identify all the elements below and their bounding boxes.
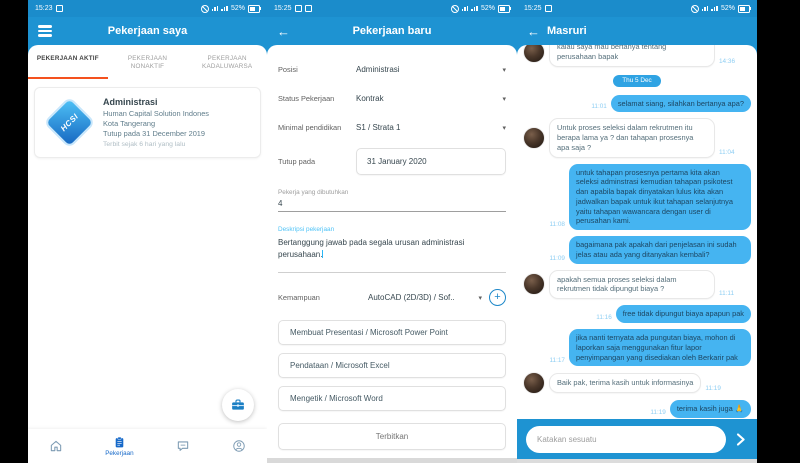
chat-screen — [517, 0, 757, 463]
chevron-down-icon: ▾ — [502, 66, 506, 74]
chat-input-bar — [517, 419, 757, 459]
add-job-fab[interactable] — [222, 389, 254, 421]
signal-icon — [212, 6, 219, 12]
message-outgoing — [523, 164, 751, 231]
field-label: Deskripsi pekerjaan — [278, 226, 335, 233]
app-bar — [28, 17, 267, 45]
message-time: 11:09 — [549, 254, 565, 262]
battery-icon — [498, 5, 510, 13]
avatar — [523, 372, 545, 394]
page-title: Pekerjaan saya — [107, 25, 188, 37]
field-label: Tutup pada — [278, 157, 316, 166]
status-bar — [517, 0, 757, 17]
job-tabs — [28, 45, 267, 79]
status-bar — [267, 0, 517, 17]
field-tutup-pada — [267, 148, 517, 175]
field-label: Kemampuan — [278, 293, 320, 303]
message-time: 11:19 — [650, 409, 666, 417]
profile-icon — [232, 439, 246, 453]
field-value: Administrasi — [356, 65, 400, 74]
text-caret — [322, 250, 323, 258]
nav-pekerjaan[interactable] — [105, 436, 133, 457]
message-bubble: apakah semua proses seleksi dalam rekrutmen tidak dipungut biaya ? — [549, 270, 715, 300]
chevron-down-icon: ▾ — [502, 95, 506, 103]
avatar — [523, 273, 545, 295]
message-list[interactable] — [517, 45, 757, 419]
status-bar — [28, 0, 267, 17]
message-outgoing — [523, 329, 751, 366]
battery-icon — [248, 5, 260, 13]
skill-select[interactable]: AutoCAD (2D/3D) / Sof.. — [368, 293, 455, 303]
skill-item[interactable]: Pendataan / Microsoft Excel — [278, 353, 506, 378]
signal-icon — [221, 6, 228, 12]
battery-percent: 52% — [230, 5, 245, 12]
message-outgoing — [523, 400, 751, 418]
mute-icon — [691, 5, 699, 13]
message-bubble: selamat siang, silahkan bertanya apa? — [611, 95, 751, 113]
message-incoming — [523, 270, 751, 300]
back-icon[interactable]: ← — [277, 23, 290, 39]
app-bar — [517, 17, 757, 45]
menu-icon[interactable] — [38, 25, 52, 36]
status-time: 15:23 — [35, 5, 53, 12]
job-card[interactable] — [34, 87, 261, 158]
home-icon — [49, 439, 63, 453]
chat-input[interactable] — [526, 426, 726, 453]
chevron-down-icon: ▾ — [478, 294, 482, 302]
skill-item[interactable]: Membuat Presentasi / Microsoft Power Point — [278, 320, 506, 345]
date-chip: Thu 5 Dec — [613, 75, 660, 87]
message-time: 11:04 — [719, 148, 735, 156]
message-outgoing — [523, 305, 751, 323]
add-icon: + — [494, 291, 501, 304]
job-company: Human Capital Solution Indones — [103, 108, 209, 118]
briefcase-icon — [230, 397, 246, 413]
publish-button[interactable]: Terbitkan — [278, 423, 506, 450]
message-bubble: bagaimana pak apakah dari penjelasan ini sudah jelas atau ada yang ditanyakan kembali? — [569, 236, 751, 264]
tab-pekerjaan-aktif[interactable]: PEKERJAAN AKTIF — [28, 47, 108, 79]
notification-icon — [305, 5, 312, 12]
send-button[interactable] — [733, 432, 748, 447]
jobs-icon — [113, 436, 126, 449]
message-time: 11:01 — [591, 103, 607, 111]
mute-icon — [201, 5, 209, 13]
form-body — [267, 45, 517, 463]
message-outgoing — [523, 236, 751, 264]
message-time: 11:16 — [596, 314, 612, 322]
message-outgoing — [523, 95, 751, 113]
page-title: Pekerjaan baru — [352, 25, 432, 37]
message-bubble: terima kasih juga 🙏 — [670, 400, 751, 418]
field-minimal-pendidikan[interactable] — [267, 123, 517, 132]
date-field[interactable]: 31 January 2020 — [356, 148, 506, 175]
message-incoming — [523, 45, 751, 67]
tab-pekerjaan-kadaluwarsa[interactable]: PEKERJAAN KADALUWARSA — [202, 55, 253, 70]
notification-icon — [56, 5, 63, 12]
chat-contact-name: Masruri — [547, 25, 587, 37]
field-label: Status Pekerjaan — [278, 94, 335, 103]
chevron-down-icon: ▾ — [502, 124, 506, 132]
field-label: Pekerja yang dibutuhkan — [278, 189, 349, 196]
field-label: Posisi — [278, 65, 298, 74]
job-form-screen — [267, 0, 517, 463]
skill-item[interactable]: Mengetik / Microsoft Word — [278, 386, 506, 411]
status-time: 15:25 — [274, 5, 292, 12]
add-skill-button[interactable] — [489, 289, 506, 306]
bottom-strip — [267, 458, 517, 463]
message-bubble: untuk tahapan prosesnya pertama kita akan seleksi adminstrasi kemudian tahapan psikotest dan apabila bapak dinyatakan lulus kita akan jadwalkan bapak untuk ikut tahapan selanjutnya yaitu tahapan wawancara dengan user di perusahan kami. — [569, 164, 751, 231]
battery-percent: 52% — [480, 5, 495, 12]
job-published: Terbit sejak 6 hari yang lalu — [103, 140, 186, 148]
message-bubble: kalau saya mau bertanya tentang perusahaan bapak — [549, 45, 715, 67]
jobs-list-screen — [28, 0, 267, 463]
message-time: 11:19 — [705, 385, 721, 393]
message-time: 11:08 — [549, 221, 565, 229]
jobs-body — [28, 45, 267, 463]
signal-icon — [702, 6, 709, 12]
message-incoming — [523, 118, 751, 157]
field-kemampuan — [267, 289, 517, 306]
battery-icon — [738, 5, 750, 13]
notification-icon — [295, 5, 302, 12]
field-value: Kontrak — [356, 94, 384, 103]
nav-chat[interactable] — [176, 439, 190, 453]
job-closing-date: Tutup pada 31 December 2019 — [103, 128, 206, 138]
tab-pekerjaan-nonaktif[interactable]: PEKERJAAN NONAKTIF — [127, 55, 168, 70]
workers-needed-field[interactable]: 4 — [278, 199, 506, 212]
back-icon[interactable]: ← — [527, 23, 540, 39]
avatar — [523, 45, 545, 63]
job-city: Kota Tangerang — [103, 118, 156, 128]
field-label: Minimal pendidikan — [278, 123, 342, 132]
status-time: 15:25 — [524, 5, 542, 12]
field-value: S1 / Strata 1 — [356, 123, 401, 132]
date-divider — [523, 75, 751, 87]
message-bubble: Untuk proses seleksi dalam rekrutmen itu berapa lama ya ? dan tahapan prosesnya apa saja ? — [549, 118, 715, 157]
message-bubble: jika nanti ternyata ada pungutan biaya, mohon di laporkan saja menggunakan fitur lapor penyimpangan yang disediakan oleh Berkarir pak — [569, 329, 751, 366]
chat-icon — [176, 439, 190, 453]
signal-icon — [462, 6, 469, 12]
message-time: 11:11 — [719, 290, 735, 298]
message-bubble: Baik pak, terima kasih untuk informasinya — [549, 373, 701, 393]
message-time: 14:36 — [719, 57, 735, 65]
field-status-pekerjaan[interactable] — [267, 94, 517, 103]
job-title: Administrasi — [103, 96, 158, 107]
app-bar — [267, 17, 517, 45]
signal-icon — [471, 6, 478, 12]
message-bubble: free tidak dipungut biaya apapun pak — [616, 305, 751, 323]
notification-icon — [545, 5, 552, 12]
signal-icon — [711, 6, 718, 12]
field-posisi[interactable] — [267, 65, 517, 74]
message-incoming — [523, 372, 751, 394]
nav-pekerjaan-label: Pekerjaan — [105, 449, 134, 457]
chat-body — [517, 45, 757, 463]
mute-icon — [451, 5, 459, 13]
send-icon — [733, 432, 748, 447]
bottom-nav — [28, 429, 267, 463]
bottom-strip — [517, 459, 757, 463]
nav-home[interactable] — [49, 439, 63, 453]
description-field[interactable]: Bertanggung jawab pada segala urusan administrasi perusahaan. — [278, 237, 506, 273]
battery-percent: 52% — [720, 5, 735, 12]
nav-profile[interactable] — [232, 439, 246, 453]
company-logo: HCSI — [43, 97, 95, 148]
avatar — [523, 127, 545, 149]
message-time: 11:17 — [549, 357, 565, 365]
